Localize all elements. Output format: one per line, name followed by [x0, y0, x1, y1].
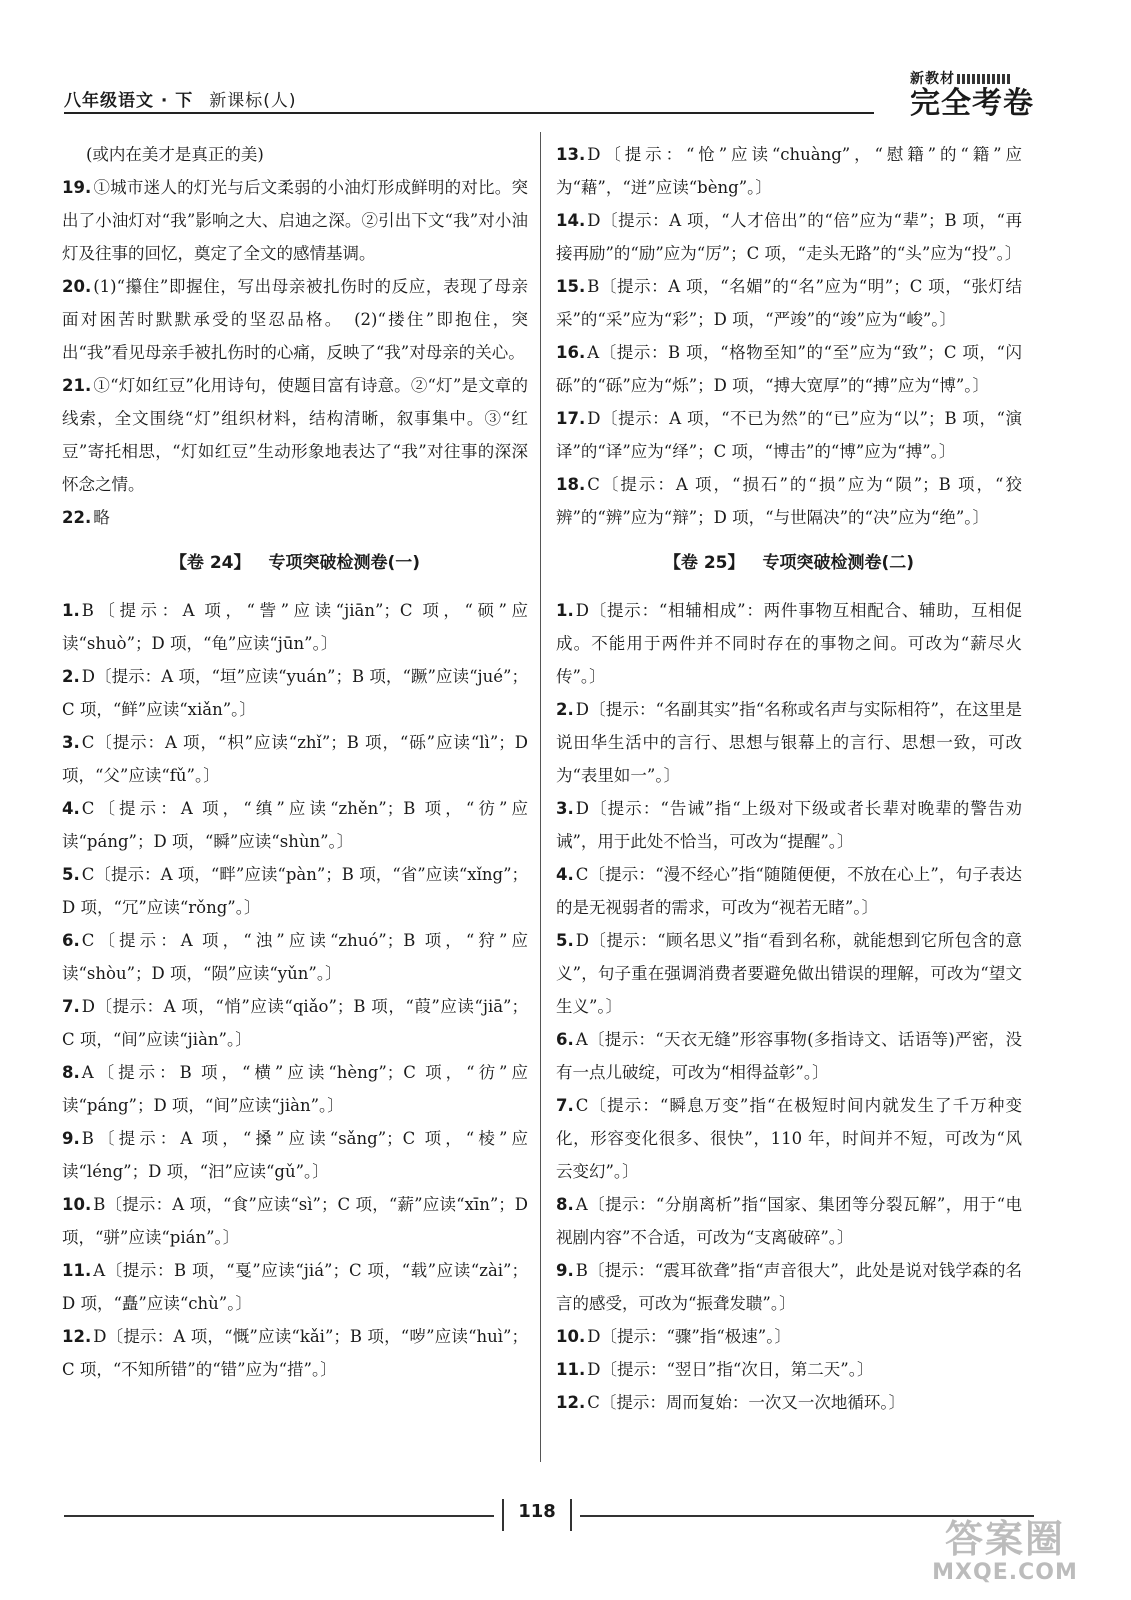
- footer-rule-left: [64, 1515, 494, 1517]
- answer-item: 1. D〔提示：“相辅相成”：两件事物互相配合、辅助，互相促成。不能用于两件并不同时存在的事物之间。可改为“薪尽火传”。〕: [556, 601, 1022, 686]
- book-title: 八年级语文 · 下: [64, 91, 194, 111]
- watermark-logo: 答案圈: [944, 1517, 1065, 1561]
- answer-item: 9. B〔提示：A 项，“搡”应读“sǎng”；C 项，“棱”应读“léng”；D 项，“汩”应读“gǔ”。〕: [62, 1129, 528, 1181]
- right-column: [556, 138, 1022, 1419]
- answer-item: 2. D〔提示：A 项，“垣”应读“yuán”；B 项，“蹶”应读“jué”；C 项，“鲜”应读“xiǎn”。〕: [62, 667, 528, 719]
- brand-logo: [910, 68, 1034, 120]
- answer-item: 4. C〔提示：“漫不经心”指“随随便便，不放在心上”，句子表达的是无视弱者的需求，可改为“视若无睹”。〕: [556, 865, 1022, 917]
- answer-item: 9. B〔提示：“震耳欲聋”指“声音很大”，此处是说对钱学森的名言的感受，可改为“振聋发聩”。〕: [556, 1261, 1022, 1313]
- answer-item: 4. C〔提示：A 项，“缜”应读“zhěn”；B 项，“彷”应读“páng”；D 项，“瞬”应读“shùn”。〕: [62, 799, 528, 851]
- answer-item: 12. D〔提示：A 项，“慨”应读“kǎi”；B 项，“哕”应读“huì”；C 项，“不知所错”的“错”应为“措”。〕: [62, 1327, 528, 1379]
- answer-item: 11. A〔提示：B 项，“戛”应读“jiá”；C 项，“载”应读“zài”；D 项，“矗”应读“chù”。〕: [62, 1261, 528, 1313]
- header-rule: [64, 112, 874, 114]
- answer-item: 21. ①“灯如红豆”化用诗句，使题目富有诗意。②“灯”是文章的线索，全文围绕“灯”组织材料，结构清晰，叙事集中。③“红豆”寄托相思，“灯如红豆”生动形象地表达了“我”对往事的深深怀念之情。: [62, 376, 528, 494]
- page-footer: [64, 1495, 1034, 1535]
- answer-item: 17. D〔提示：A 项，“不已为然”的“已”应为“以”；B 项，“演译”的“译”应为“绎”；C 项，“博击”的“博”应为“搏”。〕: [556, 409, 1022, 461]
- answer-item: 8. A〔提示：“分崩离析”指“国家、集团等分裂瓦解”，用于“电视剧内容”不合适，可改为“支离破碎”。〕: [556, 1195, 1022, 1247]
- answer-item: 1. B〔提示：A 项，“訾”应读“jiān”；C 项，“硕”应读“shuò”；D 项，“龟”应读“jūn”。〕: [62, 601, 528, 653]
- watermark: [905, 1518, 1105, 1586]
- answer-item: 20. (1)“攥住”即握住，写出母亲被扎伤时的反应，表现了母亲面对困苦时默默承受的坚忍品格。 (2)“搂住”即抱住，突出“我”看见母亲手被扎伤时的心痛，反映了“我”对母亲的关心。: [62, 277, 528, 362]
- section-title-25: 【卷 25】 专项突破检测卷(二): [663, 553, 915, 573]
- footer-bar-right: [570, 1499, 572, 1531]
- section-title-24: 【卷 24】 专项突破检测卷(一): [169, 553, 421, 573]
- answer-item: 10. D〔提示：“骤”指“极速”。〕: [556, 1327, 791, 1346]
- answer-item: 12. C〔提示：周而复始：一次又一次地循环。〕: [556, 1393, 906, 1412]
- answer-item: 13. D〔提示：“怆”应读“chuàng”，“慰籍”的“籍”应为“藉”，“迸”应读“bèng”。〕: [556, 145, 1022, 197]
- book-series: [64, 86, 297, 111]
- brand-title: 完全考卷: [910, 86, 1034, 121]
- answer-item: 19. ①城市迷人的灯光与后文柔弱的小油灯形成鲜明的对比。突出了小油灯对“我”影响之大、启迪之深。②引出下文“我”对小油灯及往事的回忆，奠定了全文的感情基调。: [62, 178, 528, 263]
- answer-item: 18. C〔提示：A 项，“损石”的“损”应为“陨”；B 项，“狡辨”的“辨”应为“辩”；D 项，“与世隔决”的“决”应为“绝”。〕: [556, 475, 1022, 527]
- answer-item: 5. D〔提示：“顾名思义”指“看到名称，就能想到它所包含的意义”，句子重在强调消费者要避免做出错误的理解，可改为“望文生义”。〕: [556, 931, 1022, 1016]
- watermark-url: MXQE.COM: [932, 1560, 1078, 1585]
- barcode-mark: [957, 74, 1011, 84]
- answer-item: 8. A〔提示：B 项，“横”应读“hèng”；C 项，“彷”应读“páng”；D 项，“间”应读“jiàn”。〕: [62, 1063, 528, 1115]
- left-column: [62, 138, 528, 1386]
- page-header: [64, 68, 1034, 120]
- page-number: 118: [518, 1501, 556, 1522]
- answer-item: 10. B〔提示：A 项，“食”应读“sì”；C 项，“薪”应读“xīn”；D 项，“骈”应读“pián”。〕: [62, 1195, 528, 1247]
- answer-item: (或内在美才是真正的美): [86, 145, 264, 164]
- answer-item: 7. C〔提示：“瞬息万变”指“在极短时间内就发生了千万种变化，形容变化很多、很快”，110 年，时间并不短，可改为“风云变幻”。〕: [556, 1096, 1022, 1181]
- answer-item: 2. D〔提示：“名副其实”指“名称或名声与实际相符”，在这里是说田华生活中的言行、思想与银幕上的言行、思想一致，可改为“表里如一”。〕: [556, 700, 1022, 785]
- curriculum-standard: 新课标(人): [209, 91, 297, 111]
- answer-item: 7. D〔提示：A 项，“悄”应读“qiǎo”；B 项，“葭”应读“jiā”；C 项，“间”应读“jiàn”。〕: [62, 997, 528, 1049]
- answer-item: 14. D〔提示：A 项，“人才倍出”的“倍”应为“辈”；B 项，“再接再励”的“励”应为“厉”；C 项，“走头无路”的“头”应为“投”。〕: [556, 211, 1022, 263]
- answer-item: 15. B〔提示：A 项，“名媚”的“名”应为“明”；C 项，“张灯结采”的“采”应为“彩”；D 项，“严竣”的“竣”应为“峻”。〕: [556, 277, 1022, 329]
- brand-small-text: 新教材: [910, 68, 1034, 88]
- answer-item: 16. A〔提示：B 项，“格物至知”的“至”应为“致”；C 项，“闪砾”的“砾”应为“烁”；D 项，“搏大宽厚”的“搏”应为“博”。〕: [556, 343, 1022, 395]
- answer-item: 5. C〔提示：A 项，“畔”应读“pàn”；B 项，“省”应读“xǐng”；D 项，“冗”应读“rǒng”。〕: [62, 865, 528, 917]
- answer-item: 22. 略: [62, 508, 110, 527]
- column-divider: [540, 132, 541, 1462]
- answer-item: 3. C〔提示：A 项，“枳”应读“zhǐ”；B 项，“砾”应读“lì”；D 项，“父”应读“fǔ”。〕: [62, 733, 528, 785]
- answer-item: 6. C〔提示：A 项，“浊”应读“zhuó”；B 项，“狩”应读“shòu”；D 项，“陨”应读“yǔn”。〕: [62, 931, 528, 983]
- answer-item: 6. A〔提示：“天衣无缝”形容事物(多指诗文、话语等)严密，没有一点儿破绽，可改为“相得益彰”。〕: [556, 1030, 1022, 1082]
- answer-item: 3. D〔提示：“告诫”指“上级对下级或者长辈对晚辈的警告劝诫”，用于此处不恰当，可改为“提醒”。〕: [556, 799, 1022, 851]
- answer-item: 11. D〔提示：“翌日”指“次日，第二天”。〕: [556, 1360, 874, 1379]
